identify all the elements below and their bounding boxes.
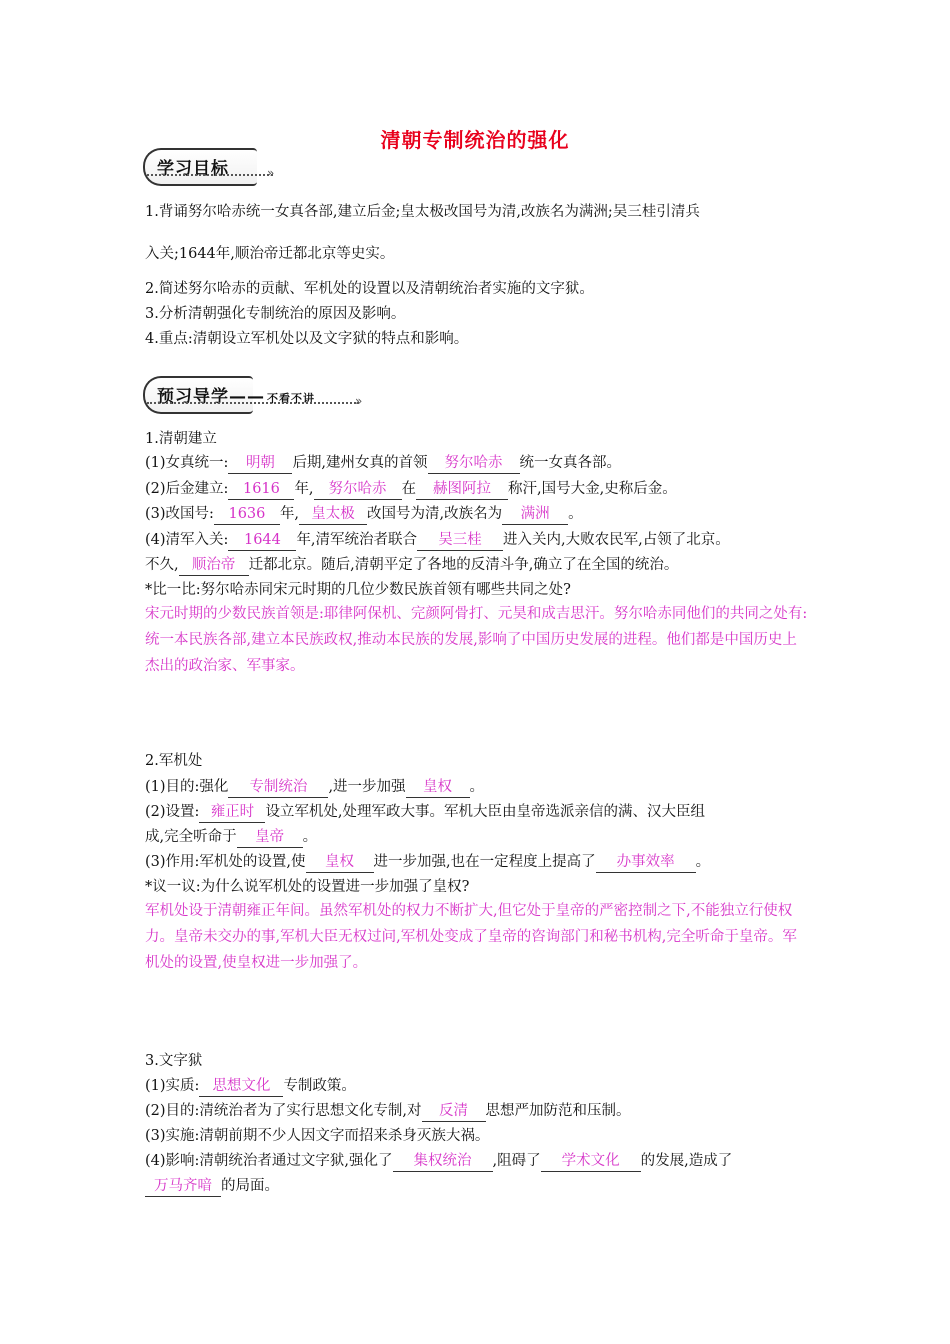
part3-line3: (3)实施:清朝前期不少人因文字而招来杀身灭族大祸。 bbox=[145, 1128, 490, 1144]
text: 不久, bbox=[145, 557, 179, 573]
text: 年,清军统治者联合 bbox=[296, 532, 418, 548]
goal-4: 4.重点:清朝设立军机处以及文字狱的特点和影响。 bbox=[145, 331, 469, 347]
preview-header-title: 预习导学 bbox=[157, 387, 229, 407]
text: (2)后金建立: bbox=[145, 481, 229, 497]
goal-1a: 1.背诵努尔哈赤统一女真各部,建立后金;皇太极改国号为清,改族名为满洲;吴三桂引清兵 bbox=[145, 204, 700, 220]
text: (1)目的:强化 bbox=[145, 779, 229, 795]
goals-header-label: 学习目标 bbox=[157, 159, 229, 179]
blank-answer: 学术文化 bbox=[541, 1151, 641, 1172]
part1-line4 bbox=[145, 530, 730, 551]
part2-question: *议一议:为什么说军机处的设置进一步加强了皇权? bbox=[145, 879, 470, 895]
blank-answer: 满洲 bbox=[502, 504, 568, 525]
part1-line5 bbox=[145, 555, 678, 576]
text: 。 bbox=[469, 779, 485, 795]
text: (4)清军入关: bbox=[145, 532, 229, 548]
blank-answer: 雍正时 bbox=[199, 802, 265, 823]
text: 的局面。 bbox=[221, 1178, 279, 1194]
blank-answer: 集权统治 bbox=[393, 1151, 493, 1172]
text: 进入关内,大败农民军,占领了北京。 bbox=[503, 532, 730, 548]
preview-section-header bbox=[143, 376, 373, 412]
goals-header-arrow-line bbox=[147, 174, 273, 176]
goal-1b: 入关;1644年,顺治帝迁都北京等史实。 bbox=[145, 246, 395, 262]
text: (2)设置: bbox=[145, 804, 200, 820]
text: 。 bbox=[695, 854, 711, 870]
text: 年, bbox=[294, 481, 314, 497]
blank-answer: 努尔哈赤 bbox=[428, 453, 520, 474]
blank-answer: 1644 bbox=[228, 530, 296, 551]
part1-line1 bbox=[145, 453, 621, 474]
part2-line3 bbox=[145, 827, 317, 848]
text: ,阻碍了 bbox=[492, 1153, 541, 1169]
part1-line3 bbox=[145, 504, 583, 525]
part2-line2 bbox=[145, 802, 705, 823]
text: 专制政策。 bbox=[283, 1078, 356, 1094]
text: (1)实质: bbox=[145, 1078, 200, 1094]
text: (2)目的:清统治者为了实行思想文化专制,对 bbox=[145, 1103, 422, 1119]
part1-answer: 宋元时期的少数民族首领是:耶律阿保机、完颜阿骨打、元昊和成吉思汗。努尔哈赤同他们的共同之处有:统一本民族各部,建立本民族政权,推动本民族的发展,影响了中国历史发展的进程。他们都是中国历史上杰出的政治家、军事家。 bbox=[145, 606, 808, 674]
preview-header-tagline: 不看不讲 bbox=[267, 392, 315, 405]
text: 统一女真各部。 bbox=[519, 455, 622, 471]
goal-3: 3.分析清朝强化专制统治的原因及影响。 bbox=[145, 306, 406, 322]
text: 后期,建州女真的首领 bbox=[292, 455, 428, 471]
part2-answer: 军机处设于清朝雍正年间。虽然军机处的权力不断扩大,但它处于皇帝的严密控制之下,不能独立行使权力。皇帝未交办的事,军机大臣无权过问,军机处变成了皇帝的咨询部门和秘书机构,完全听命于皇帝。军机处的设置,使皇权进一步加强了。 bbox=[145, 903, 797, 971]
text: (3)改国号: bbox=[145, 506, 214, 522]
preview-header-arrow-line bbox=[147, 402, 359, 404]
blank-answer: 明朝 bbox=[228, 453, 292, 474]
part1-question: *比一比:努尔哈赤同宋元时期的几位少数民族首领有哪些共同之处? bbox=[145, 582, 571, 598]
part2-line1 bbox=[145, 777, 484, 798]
part3-line2 bbox=[145, 1101, 631, 1122]
part1-heading: 1.清朝建立 bbox=[145, 431, 217, 447]
blank-answer: 皇权 bbox=[306, 852, 374, 873]
text: 设立军机处,处理军政大事。军机大臣由皇帝选派亲信的满、汉大臣组 bbox=[265, 804, 706, 820]
blank-answer: 皇权 bbox=[406, 777, 470, 798]
text: (4)影响:清朝统治者通过文字狱,强化了 bbox=[145, 1153, 393, 1169]
text: 进一步加强,也在一定程度上提高了 bbox=[373, 854, 596, 870]
part2-heading: 2.军机处 bbox=[145, 753, 203, 769]
part3-line5 bbox=[145, 1176, 279, 1197]
blank-answer: 赫图阿拉 bbox=[416, 479, 508, 500]
text: 。 bbox=[568, 506, 583, 522]
text: (1)女真统一: bbox=[145, 455, 229, 471]
blank-answer: 1616 bbox=[228, 479, 294, 500]
blank-answer: 皇太极 bbox=[299, 504, 367, 525]
text: 称汗,国号大金,史称后金。 bbox=[508, 481, 677, 497]
text: 年, bbox=[279, 506, 300, 522]
part3-heading: 3.文字狱 bbox=[145, 1053, 203, 1069]
text: 改国号为清,改族名为 bbox=[367, 506, 503, 522]
blank-answer: 1636 bbox=[214, 504, 280, 525]
goals-section-header bbox=[143, 148, 283, 184]
blank-answer: 思想文化 bbox=[199, 1076, 283, 1097]
text: 思想严加防范和压制。 bbox=[485, 1103, 631, 1119]
blank-answer: 顺治帝 bbox=[179, 555, 249, 576]
text: 迁都北京。随后,清朝平定了各地的反清斗争,确立了在全国的统治。 bbox=[248, 557, 679, 573]
part1-line2 bbox=[145, 479, 677, 500]
blank-answer: 办事效率 bbox=[596, 852, 696, 873]
double-arrow-icon: » bbox=[355, 394, 363, 408]
blank-answer: 吴三桂 bbox=[417, 530, 503, 551]
goal-2: 2.简述努尔哈赤的贡献、军机处的设置以及清朝统治者实施的文字狱。 bbox=[145, 281, 594, 297]
preview-header-label: 预习导学—— 不看不讲 bbox=[157, 387, 315, 407]
blank-answer: 万马齐喑 bbox=[145, 1176, 221, 1197]
blank-answer: 皇帝 bbox=[237, 827, 303, 848]
text: 在 bbox=[401, 481, 417, 497]
part3-line4 bbox=[145, 1151, 732, 1172]
text: 成,完全听命于 bbox=[145, 829, 237, 845]
part3-line1 bbox=[145, 1076, 356, 1097]
blank-answer: 反清 bbox=[422, 1101, 486, 1122]
text: (3)作用:军机处的设置,使 bbox=[145, 854, 306, 870]
text: ,进一步加强 bbox=[328, 779, 406, 795]
page-title: 清朝专制统治的强化 bbox=[380, 128, 570, 152]
double-arrow-icon: » bbox=[267, 166, 275, 180]
blank-answer: 努尔哈赤 bbox=[314, 479, 402, 500]
text: 。 bbox=[302, 829, 318, 845]
text: 的发展,造成了 bbox=[640, 1153, 733, 1169]
blank-answer: 专制统治 bbox=[228, 777, 328, 798]
part2-line4 bbox=[145, 852, 710, 873]
